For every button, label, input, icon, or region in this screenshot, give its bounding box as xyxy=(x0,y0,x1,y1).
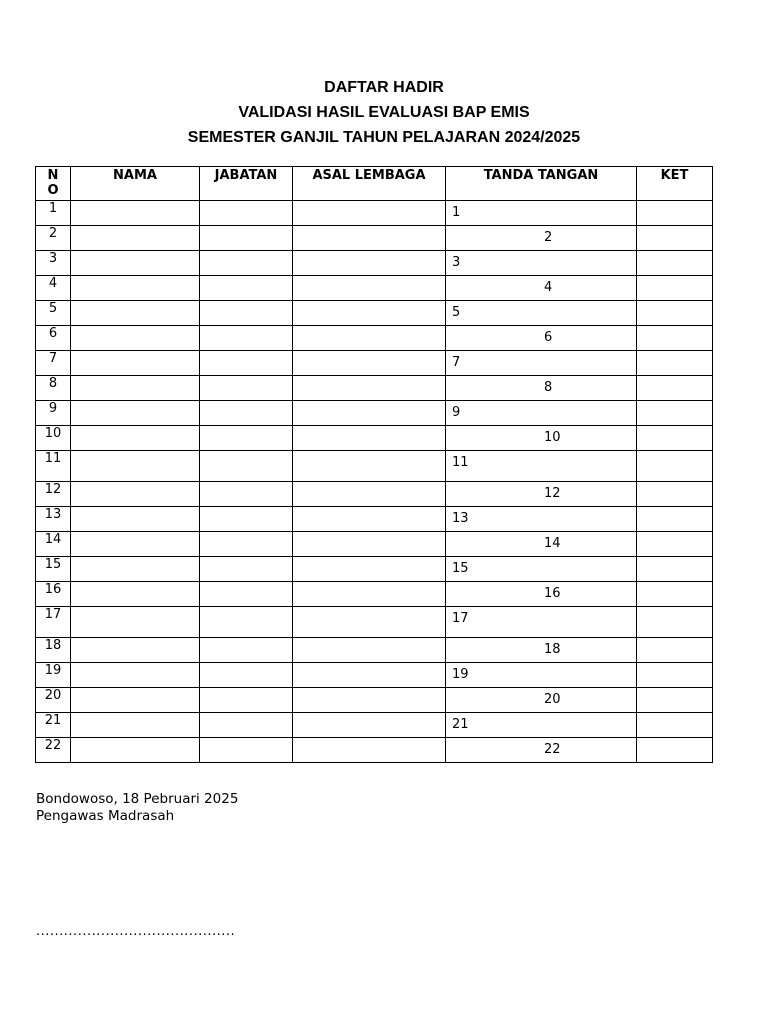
title-line-2: VALIDASI HASIL EVALUASI BAP EMIS xyxy=(238,104,530,121)
table-row xyxy=(36,276,713,301)
nama-cell[interactable] xyxy=(71,582,200,607)
ket-cell[interactable] xyxy=(637,582,713,607)
tanda-tangan-cell[interactable] xyxy=(446,713,637,738)
row-number: 20 xyxy=(36,688,71,713)
ket-cell[interactable] xyxy=(637,226,713,251)
row-number: 5 xyxy=(36,301,71,326)
table-row xyxy=(36,532,713,557)
table-row xyxy=(36,482,713,507)
nama-cell[interactable] xyxy=(71,251,200,276)
column-header-no-bottom: O xyxy=(47,183,59,198)
nama-cell[interactable] xyxy=(71,638,200,663)
nama-cell[interactable] xyxy=(71,326,200,351)
ket-cell[interactable] xyxy=(637,426,713,451)
table-row xyxy=(36,376,713,401)
row-number: 1 xyxy=(36,201,71,226)
row-number: 16 xyxy=(36,582,71,607)
row-number: 12 xyxy=(36,482,71,507)
tanda-tangan-cell[interactable] xyxy=(446,276,637,301)
asal-lembaga-cell[interactable] xyxy=(293,451,446,482)
signature-number: 1 xyxy=(452,205,461,220)
signature-number: 16 xyxy=(544,586,561,601)
asal-lembaga-cell[interactable] xyxy=(293,663,446,688)
nama-cell[interactable] xyxy=(71,713,200,738)
ket-cell[interactable] xyxy=(637,276,713,301)
asal-lembaga-cell[interactable] xyxy=(293,426,446,451)
tanda-tangan-cell[interactable] xyxy=(446,201,637,226)
ket-cell[interactable] xyxy=(637,663,713,688)
asal-lembaga-cell[interactable] xyxy=(293,507,446,532)
attendance-table xyxy=(35,166,713,763)
signature-number: 21 xyxy=(452,717,469,732)
tanda-tangan-cell[interactable] xyxy=(446,326,637,351)
row-number: 14 xyxy=(36,532,71,557)
row-number: 3 xyxy=(36,251,71,276)
jabatan-cell[interactable] xyxy=(200,401,293,426)
jabatan-cell[interactable] xyxy=(200,201,293,226)
table-row xyxy=(36,326,713,351)
ket-cell[interactable] xyxy=(637,507,713,532)
table-row xyxy=(36,451,713,482)
tanda-tangan-cell[interactable] xyxy=(446,507,637,532)
column-header-tanda-tangan: TANDA TANGAN xyxy=(446,167,637,201)
jabatan-cell[interactable] xyxy=(200,376,293,401)
table-row xyxy=(36,557,713,582)
document-title xyxy=(0,77,768,152)
asal-lembaga-cell[interactable] xyxy=(293,638,446,663)
jabatan-cell[interactable] xyxy=(200,532,293,557)
nama-cell[interactable] xyxy=(71,688,200,713)
jabatan-cell[interactable] xyxy=(200,482,293,507)
asal-lembaga-cell[interactable] xyxy=(293,226,446,251)
row-number: 8 xyxy=(36,376,71,401)
ket-cell[interactable] xyxy=(637,607,713,638)
tanda-tangan-cell[interactable] xyxy=(446,426,637,451)
ket-cell[interactable] xyxy=(637,401,713,426)
ket-cell[interactable] xyxy=(637,201,713,226)
nama-cell[interactable] xyxy=(71,276,200,301)
signature-number: 15 xyxy=(452,561,469,576)
table-row xyxy=(36,638,713,663)
signature-number: 20 xyxy=(544,692,561,707)
table-row xyxy=(36,226,713,251)
signature-number: 12 xyxy=(544,486,561,501)
table-row xyxy=(36,507,713,532)
signature-number: 8 xyxy=(544,380,553,395)
column-header-ket: KET xyxy=(637,167,713,201)
nama-cell[interactable] xyxy=(71,351,200,376)
column-header-nama: NAMA xyxy=(71,167,200,201)
ket-cell[interactable] xyxy=(637,638,713,663)
title-line-1: DAFTAR HADIR xyxy=(324,79,444,96)
signature-number: 11 xyxy=(452,455,469,470)
table-row xyxy=(36,688,713,713)
row-number: 6 xyxy=(36,326,71,351)
row-number: 22 xyxy=(36,738,71,763)
nama-cell[interactable] xyxy=(71,607,200,638)
jabatan-cell[interactable] xyxy=(200,557,293,582)
ket-cell[interactable] xyxy=(637,251,713,276)
asal-lembaga-cell[interactable] xyxy=(293,688,446,713)
ket-cell[interactable] xyxy=(637,451,713,482)
asal-lembaga-cell[interactable] xyxy=(293,376,446,401)
row-number: 2 xyxy=(36,226,71,251)
signature-number: 22 xyxy=(544,742,561,757)
row-number: 18 xyxy=(36,638,71,663)
nama-cell[interactable] xyxy=(71,376,200,401)
jabatan-cell[interactable] xyxy=(200,301,293,326)
jabatan-cell[interactable] xyxy=(200,607,293,638)
table-row xyxy=(36,607,713,638)
signature-number: 7 xyxy=(452,355,461,370)
ket-cell[interactable] xyxy=(637,713,713,738)
tanda-tangan-cell[interactable] xyxy=(446,401,637,426)
asal-lembaga-cell[interactable] xyxy=(293,251,446,276)
jabatan-cell[interactable] xyxy=(200,351,293,376)
row-number: 19 xyxy=(36,663,71,688)
ket-cell[interactable] xyxy=(637,482,713,507)
tanda-tangan-cell[interactable] xyxy=(446,738,637,763)
asal-lembaga-cell[interactable] xyxy=(293,738,446,763)
tanda-tangan-cell[interactable] xyxy=(446,251,637,276)
tanda-tangan-cell[interactable] xyxy=(446,532,637,557)
jabatan-cell[interactable] xyxy=(200,663,293,688)
tanda-tangan-cell[interactable] xyxy=(446,451,637,482)
signature-number: 19 xyxy=(452,667,469,682)
asal-lembaga-cell[interactable] xyxy=(293,713,446,738)
ket-cell[interactable] xyxy=(637,326,713,351)
nama-cell[interactable] xyxy=(71,738,200,763)
row-number: 15 xyxy=(36,557,71,582)
ket-cell[interactable] xyxy=(637,301,713,326)
asal-lembaga-cell[interactable] xyxy=(293,301,446,326)
signature-number: 13 xyxy=(452,511,469,526)
table-row xyxy=(36,663,713,688)
row-number: 7 xyxy=(36,351,71,376)
tanda-tangan-cell[interactable] xyxy=(446,351,637,376)
jabatan-cell[interactable] xyxy=(200,326,293,351)
signature-number: 9 xyxy=(452,405,461,420)
nama-cell[interactable] xyxy=(71,507,200,532)
asal-lembaga-cell[interactable] xyxy=(293,201,446,226)
nama-cell[interactable] xyxy=(71,226,200,251)
nama-cell[interactable] xyxy=(71,557,200,582)
ket-cell[interactable] xyxy=(637,376,713,401)
table-body xyxy=(36,201,713,763)
signature-line: ........................................... xyxy=(36,924,236,939)
jabatan-cell[interactable] xyxy=(200,251,293,276)
nama-cell[interactable] xyxy=(71,426,200,451)
ket-cell[interactable] xyxy=(637,738,713,763)
tanda-tangan-cell[interactable] xyxy=(446,226,637,251)
signature-number: 4 xyxy=(544,280,553,295)
nama-cell[interactable] xyxy=(71,451,200,482)
signature-number: 14 xyxy=(544,536,561,551)
nama-cell[interactable] xyxy=(71,201,200,226)
jabatan-cell[interactable] xyxy=(200,226,293,251)
asal-lembaga-cell[interactable] xyxy=(293,557,446,582)
tanda-tangan-cell[interactable] xyxy=(446,482,637,507)
asal-lembaga-cell[interactable] xyxy=(293,482,446,507)
nama-cell[interactable] xyxy=(71,663,200,688)
column-header-no xyxy=(36,167,71,201)
nama-cell[interactable] xyxy=(71,482,200,507)
asal-lembaga-cell[interactable] xyxy=(293,401,446,426)
asal-lembaga-cell[interactable] xyxy=(293,582,446,607)
asal-lembaga-cell[interactable] xyxy=(293,276,446,301)
ket-cell[interactable] xyxy=(637,557,713,582)
asal-lembaga-cell[interactable] xyxy=(293,351,446,376)
ket-cell[interactable] xyxy=(637,532,713,557)
tanda-tangan-cell[interactable] xyxy=(446,688,637,713)
jabatan-cell[interactable] xyxy=(200,507,293,532)
signature-number: 2 xyxy=(544,230,553,245)
nama-cell[interactable] xyxy=(71,532,200,557)
tanda-tangan-cell[interactable] xyxy=(446,663,637,688)
row-number: 13 xyxy=(36,507,71,532)
asal-lembaga-cell[interactable] xyxy=(293,326,446,351)
tanda-tangan-cell[interactable] xyxy=(446,301,637,326)
table-row xyxy=(36,351,713,376)
title-line-3: SEMESTER GANJIL TAHUN PELAJARAN 2024/2025 xyxy=(187,129,581,146)
jabatan-cell[interactable] xyxy=(200,638,293,663)
signature-block xyxy=(36,791,238,824)
tanda-tangan-cell[interactable] xyxy=(446,582,637,607)
jabatan-cell[interactable] xyxy=(200,582,293,607)
signature-number: 5 xyxy=(452,305,461,320)
signature-number: 3 xyxy=(452,255,461,270)
table-row xyxy=(36,713,713,738)
nama-cell[interactable] xyxy=(71,401,200,426)
signer-role: Pengawas Madrasah xyxy=(36,807,175,824)
tanda-tangan-cell[interactable] xyxy=(446,376,637,401)
tanda-tangan-cell[interactable] xyxy=(446,638,637,663)
table-header-row xyxy=(36,167,713,201)
jabatan-cell[interactable] xyxy=(200,688,293,713)
row-number: 4 xyxy=(36,276,71,301)
tanda-tangan-cell[interactable] xyxy=(446,607,637,638)
table-row xyxy=(36,738,713,763)
row-number: 17 xyxy=(36,607,71,638)
jabatan-cell[interactable] xyxy=(200,276,293,301)
ket-cell[interactable] xyxy=(637,688,713,713)
column-header-asal-lembaga: ASAL LEMBAGA xyxy=(293,167,446,201)
tanda-tangan-cell[interactable] xyxy=(446,557,637,582)
asal-lembaga-cell[interactable] xyxy=(293,532,446,557)
row-number: 21 xyxy=(36,713,71,738)
jabatan-cell[interactable] xyxy=(200,451,293,482)
nama-cell[interactable] xyxy=(71,301,200,326)
jabatan-cell[interactable] xyxy=(200,426,293,451)
table-row xyxy=(36,201,713,226)
row-number: 9 xyxy=(36,401,71,426)
jabatan-cell[interactable] xyxy=(200,738,293,763)
table-row xyxy=(36,401,713,426)
signature-number: 10 xyxy=(544,430,561,445)
signature-number: 18 xyxy=(544,642,561,657)
table-row xyxy=(36,426,713,451)
signature-number: 6 xyxy=(544,330,553,345)
ket-cell[interactable] xyxy=(637,351,713,376)
place-date: Bondowoso, 18 Pebruari 2025 xyxy=(36,791,239,807)
column-header-no-top: N xyxy=(47,168,59,183)
table-row xyxy=(36,582,713,607)
asal-lembaga-cell[interactable] xyxy=(293,607,446,638)
signature-number: 17 xyxy=(452,611,469,626)
jabatan-cell[interactable] xyxy=(200,713,293,738)
column-header-jabatan: JABATAN xyxy=(200,167,293,201)
table-row xyxy=(36,301,713,326)
table-row xyxy=(36,251,713,276)
row-number: 10 xyxy=(36,426,71,451)
row-number: 11 xyxy=(36,451,71,482)
